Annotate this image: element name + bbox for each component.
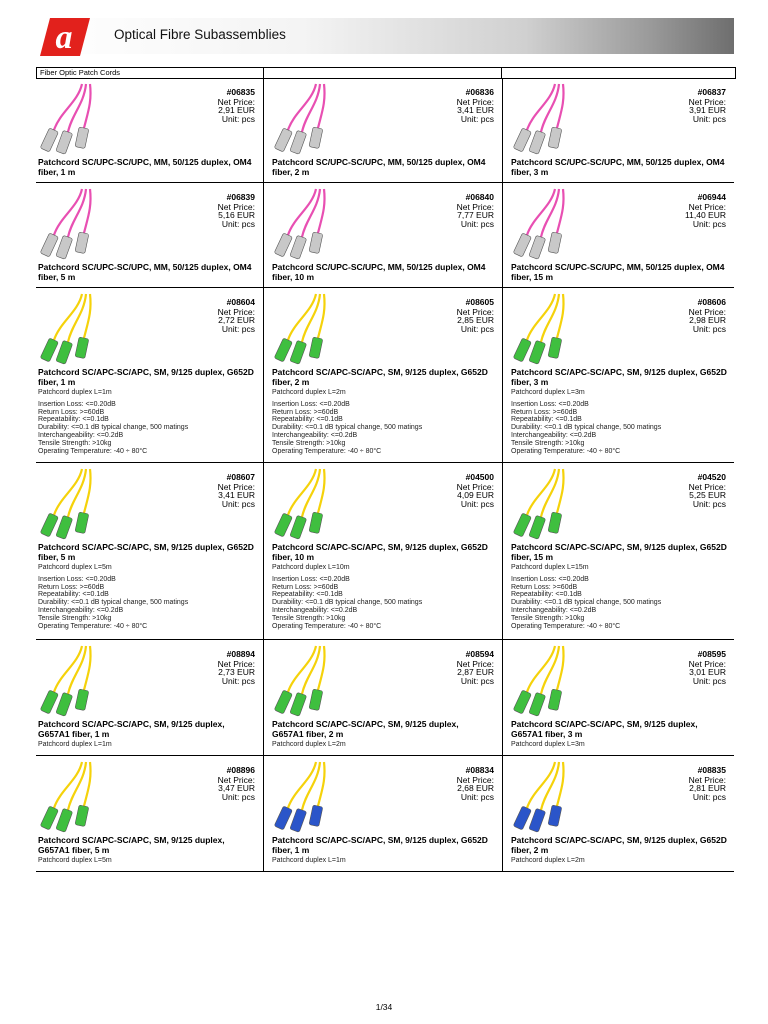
product-code: #06836 <box>465 87 494 97</box>
spec-line: Patchcord duplex L=3m <box>511 389 585 396</box>
spec-line: Insertion Loss: <=0.20dB <box>272 575 350 583</box>
mm-patchcord-icon <box>38 187 118 265</box>
product-description <box>38 741 112 749</box>
price-box <box>457 88 494 123</box>
product-code: #08594 <box>465 649 494 659</box>
product-card[interactable] <box>263 756 503 871</box>
product-card[interactable] <box>263 78 503 182</box>
spec-line: Patchcord duplex L=5m <box>38 857 112 864</box>
mm-patchcord-icon <box>272 82 352 160</box>
spec-line: Tensile Strength: >10kg <box>272 439 346 447</box>
product-description <box>511 857 585 865</box>
price-box <box>218 766 255 801</box>
product-card[interactable] <box>501 463 734 639</box>
unit-label: Unit: pcs <box>221 791 255 802</box>
net-price-label: Net Price: <box>456 774 494 785</box>
price-box <box>457 193 494 228</box>
unit-label: Unit: pcs <box>460 113 494 124</box>
product-row <box>36 463 734 640</box>
product-card[interactable] <box>263 463 503 639</box>
product-code: #08595 <box>697 649 726 659</box>
net-price-label: Net Price: <box>217 96 255 107</box>
product-description <box>272 389 422 455</box>
unit-label: Unit: pcs <box>692 675 726 686</box>
product-description <box>272 857 346 865</box>
spec-line: Durability: <=0.1 dB typical change, 500 matings <box>38 424 189 432</box>
company-logo <box>40 18 90 56</box>
product-code: #06835 <box>226 87 255 97</box>
net-price-label: Net Price: <box>688 306 726 317</box>
spec-line: Interchangeability: <=0.2dB <box>272 431 358 439</box>
product-card[interactable] <box>36 78 263 182</box>
unit-label: Unit: pcs <box>692 218 726 229</box>
spec-line: Insertion Loss: <=0.20dB <box>511 400 589 408</box>
product-name: Patchcord SC/UPC-SC/UPC, MM, 50/125 duplex, OM4 fiber, 10 m <box>272 262 486 282</box>
spec-line: Patchcord duplex L=1m <box>38 389 112 396</box>
spec-line: Tensile Strength: >10kg <box>272 614 346 622</box>
product-code: #08835 <box>697 765 726 775</box>
patchcord-image <box>272 467 352 545</box>
patchcord-image <box>511 187 591 265</box>
price-value: 4,09 EUR <box>457 490 494 501</box>
price-value: 3,47 EUR <box>218 783 255 794</box>
product-row <box>36 288 734 463</box>
product-row <box>36 78 734 183</box>
unit-label: Unit: pcs <box>692 323 726 334</box>
unit-label: Unit: pcs <box>692 113 726 124</box>
patchcord-image <box>511 292 591 370</box>
product-card[interactable] <box>36 640 263 755</box>
spec-line: Operating Temperature: -40 ÷ 80°C <box>272 622 382 630</box>
product-code: #08605 <box>465 297 494 307</box>
price-box <box>218 298 255 333</box>
product-description <box>511 564 661 630</box>
spec-line: Repeatability: <=0.1dB <box>511 416 582 424</box>
price-value: 2,91 EUR <box>218 105 255 116</box>
unit-label: Unit: pcs <box>221 498 255 509</box>
spec-line: Interchangeability: <=0.2dB <box>511 606 597 614</box>
product-code: #08834 <box>465 765 494 775</box>
price-value: 3,91 EUR <box>689 105 726 116</box>
price-value: 2,72 EUR <box>218 315 255 326</box>
net-price-label: Net Price: <box>456 481 494 492</box>
spec-line: Interchangeability: <=0.2dB <box>511 431 597 439</box>
product-card[interactable] <box>263 288 503 462</box>
spec-line: Patchcord duplex L=2m <box>511 857 585 864</box>
spec-line: Tensile Strength: >10kg <box>38 614 112 622</box>
product-name: Patchcord SC/APC-SC/APC, SM, 9/125 duplex, G652D fiber, 5 m <box>38 542 254 562</box>
patchcord-image <box>272 187 352 265</box>
price-box <box>685 193 726 228</box>
sm-apc-patchcord-icon <box>511 292 591 370</box>
unit-label: Unit: pcs <box>221 675 255 686</box>
unit-label: Unit: pcs <box>460 791 494 802</box>
price-value: 2,98 EUR <box>689 315 726 326</box>
net-price-label: Net Price: <box>456 306 494 317</box>
product-card[interactable] <box>501 640 734 755</box>
product-description <box>511 741 585 749</box>
product-description <box>272 564 422 630</box>
mm-patchcord-icon <box>272 187 352 265</box>
net-price-label: Net Price: <box>217 481 255 492</box>
logo-letter: a <box>55 19 73 56</box>
product-card[interactable] <box>263 640 503 755</box>
net-price-label: Net Price: <box>688 774 726 785</box>
sm-upc-patchcord-icon <box>272 760 352 838</box>
spec-line: Interchangeability: <=0.2dB <box>38 431 124 439</box>
net-price-label: Net Price: <box>456 201 494 212</box>
product-description <box>38 564 188 630</box>
patchcord-image <box>511 467 591 545</box>
patchcord-image <box>38 644 118 722</box>
spec-line: Patchcord duplex L=1m <box>38 741 112 748</box>
tab-empty-2[interactable] <box>264 68 502 78</box>
product-description <box>272 741 346 749</box>
product-card[interactable] <box>501 183 734 287</box>
sm-upc-patchcord-icon <box>511 760 591 838</box>
product-card[interactable] <box>263 183 503 287</box>
product-grid <box>36 78 734 872</box>
spec-line: Interchangeability: <=0.2dB <box>272 606 358 614</box>
product-code: #08894 <box>226 649 255 659</box>
price-value: 3,41 EUR <box>218 490 255 501</box>
unit-label: Unit: pcs <box>460 675 494 686</box>
price-box <box>689 650 726 685</box>
sm-apc-patchcord-icon <box>511 644 591 722</box>
price-value: 5,16 EUR <box>218 210 255 221</box>
spec-line: Repeatability: <=0.1dB <box>38 591 109 599</box>
product-name: Patchcord SC/APC-SC/APC, SM, 9/125 duplex, G652D fiber, 10 m <box>272 542 488 562</box>
patchcord-image <box>38 187 118 265</box>
spec-line: Tensile Strength: >10kg <box>38 439 112 447</box>
net-price-label: Net Price: <box>217 774 255 785</box>
spec-line: Patchcord duplex L=5m <box>38 564 112 571</box>
spec-line: Return Loss: >=60dB <box>511 408 578 416</box>
spec-line: Repeatability: <=0.1dB <box>272 591 343 599</box>
product-name: Patchcord SC/APC-SC/APC, SM, 9/125 duplex, G652D fiber, 3 m <box>511 367 727 387</box>
spec-line: Durability: <=0.1 dB typical change, 500 matings <box>272 599 423 607</box>
product-card[interactable] <box>36 463 263 639</box>
unit-label: Unit: pcs <box>221 113 255 124</box>
product-card[interactable] <box>36 183 263 287</box>
price-value: 2,85 EUR <box>457 315 494 326</box>
spec-line: Patchcord duplex L=10m <box>272 564 350 571</box>
product-name: Patchcord SC/UPC-SC/UPC, MM, 50/125 duplex, OM4 fiber, 2 m <box>272 157 486 177</box>
unit-label: Unit: pcs <box>460 218 494 229</box>
unit-label: Unit: pcs <box>221 218 255 229</box>
spec-line: Return Loss: >=60dB <box>272 408 339 416</box>
unit-label: Unit: pcs <box>460 323 494 334</box>
spec-line: Insertion Loss: <=0.20dB <box>38 400 116 408</box>
product-name: Patchcord SC/APC-SC/APC, SM, 9/125 duplex, G652D fiber, 15 m <box>511 542 727 562</box>
net-price-label: Net Price: <box>456 658 494 669</box>
product-row <box>36 756 734 872</box>
product-code: #08606 <box>697 297 726 307</box>
product-row <box>36 183 734 288</box>
patchcord-image <box>272 82 352 160</box>
product-code: #08607 <box>226 472 255 482</box>
spec-line: Durability: <=0.1 dB typical change, 500 matings <box>511 599 662 607</box>
spec-line: Insertion Loss: <=0.20dB <box>38 575 116 583</box>
mm-patchcord-icon <box>511 82 591 160</box>
mm-patchcord-icon <box>38 82 118 160</box>
product-name: Patchcord SC/APC-SC/APC, SM, 9/125 duplex, G652D fiber, 1 m <box>272 835 488 855</box>
spec-line: Insertion Loss: <=0.20dB <box>511 575 589 583</box>
spec-line: Durability: <=0.1 dB typical change, 500 matings <box>511 424 662 432</box>
price-box <box>218 650 255 685</box>
product-card[interactable] <box>501 78 734 182</box>
price-box <box>689 298 726 333</box>
product-name: Patchcord SC/APC-SC/APC, SM, 9/125 duplex, G657A1 fiber, 2 m <box>272 719 459 739</box>
sm-apc-patchcord-icon <box>38 467 118 545</box>
product-card[interactable] <box>501 288 734 462</box>
spec-line: Repeatability: <=0.1dB <box>272 416 343 424</box>
product-row <box>36 640 734 756</box>
price-value: 2,73 EUR <box>218 667 255 678</box>
mm-patchcord-icon <box>511 187 591 265</box>
tab-empty-3[interactable] <box>502 68 735 78</box>
spec-line: Tensile Strength: >10kg <box>511 614 585 622</box>
price-value: 3,41 EUR <box>457 105 494 116</box>
patchcord-image <box>38 292 118 370</box>
patchcord-image <box>38 760 118 838</box>
product-card[interactable] <box>36 288 263 462</box>
product-name: Patchcord SC/APC-SC/APC, SM, 9/125 duplex, G652D fiber, 1 m <box>38 367 254 387</box>
spec-line: Durability: <=0.1 dB typical change, 500 matings <box>38 599 189 607</box>
unit-label: Unit: pcs <box>221 323 255 334</box>
price-value: 11,40 EUR <box>685 210 726 221</box>
sm-apc-patchcord-icon <box>272 467 352 545</box>
price-value: 5,25 EUR <box>689 490 726 501</box>
spec-line: Return Loss: >=60dB <box>38 583 105 591</box>
spec-line: Operating Temperature: -40 ÷ 80°C <box>272 447 382 455</box>
spec-line: Patchcord duplex L=3m <box>511 741 585 748</box>
product-name: Patchcord SC/UPC-SC/UPC, MM, 50/125 duplex, OM4 fiber, 5 m <box>38 262 252 282</box>
product-code: #08604 <box>226 297 255 307</box>
spec-line: Tensile Strength: >10kg <box>511 439 585 447</box>
spec-line: Patchcord duplex L=2m <box>272 741 346 748</box>
price-value: 3,01 EUR <box>689 667 726 678</box>
patchcord-image <box>272 760 352 838</box>
net-price-label: Net Price: <box>688 481 726 492</box>
price-box <box>689 766 726 801</box>
spec-line: Operating Temperature: -40 ÷ 80°C <box>38 622 148 630</box>
product-description <box>38 389 188 455</box>
page-title: Optical Fibre Subassemblies <box>114 27 286 42</box>
price-box <box>689 473 726 508</box>
price-box <box>218 473 255 508</box>
spec-line: Return Loss: >=60dB <box>511 583 578 591</box>
patchcord-image <box>38 82 118 160</box>
product-code: #04500 <box>465 472 494 482</box>
patchcord-image <box>38 467 118 545</box>
price-box <box>689 88 726 123</box>
sm-apc-patchcord-icon <box>511 467 591 545</box>
net-price-label: Net Price: <box>688 201 726 212</box>
sm-apc-patchcord-icon <box>38 760 118 838</box>
spec-line: Insertion Loss: <=0.20dB <box>272 400 350 408</box>
spec-line: Repeatability: <=0.1dB <box>38 416 109 424</box>
price-value: 2,87 EUR <box>457 667 494 678</box>
price-value: 7,77 EUR <box>457 210 494 221</box>
unit-label: Unit: pcs <box>460 498 494 509</box>
product-name: Patchcord SC/APC-SC/APC, SM, 9/125 duplex, G657A1 fiber, 5 m <box>38 835 225 855</box>
net-price-label: Net Price: <box>217 658 255 669</box>
sm-apc-patchcord-icon <box>38 644 118 722</box>
net-price-label: Net Price: <box>456 96 494 107</box>
product-code: #06839 <box>226 192 255 202</box>
product-name: Patchcord SC/APC-SC/APC, SM, 9/125 duplex, G652D fiber, 2 m <box>511 835 727 855</box>
product-name: Patchcord SC/APC-SC/APC, SM, 9/125 duplex, G652D fiber, 2 m <box>272 367 488 387</box>
product-code: #06837 <box>697 87 726 97</box>
patchcord-image <box>511 644 591 722</box>
product-name: Patchcord SC/APC-SC/APC, SM, 9/125 duplex, G657A1 fiber, 1 m <box>38 719 225 739</box>
spec-line: Repeatability: <=0.1dB <box>511 591 582 599</box>
spec-line: Operating Temperature: -40 ÷ 80°C <box>511 622 621 630</box>
price-box <box>218 193 255 228</box>
patchcord-image <box>511 82 591 160</box>
spec-line: Patchcord duplex L=1m <box>272 857 346 864</box>
net-price-label: Net Price: <box>217 306 255 317</box>
sm-apc-patchcord-icon <box>272 292 352 370</box>
unit-label: Unit: pcs <box>692 791 726 802</box>
product-name: Patchcord SC/UPC-SC/UPC, MM, 50/125 duplex, OM4 fiber, 1 m <box>38 157 252 177</box>
product-name: Patchcord SC/APC-SC/APC, SM, 9/125 duplex, G657A1 fiber, 3 m <box>511 719 698 739</box>
sm-apc-patchcord-icon <box>38 292 118 370</box>
spec-line: Operating Temperature: -40 ÷ 80°C <box>511 447 621 455</box>
spec-line: Operating Temperature: -40 ÷ 80°C <box>38 447 148 455</box>
patchcord-image <box>511 760 591 838</box>
net-price-label: Net Price: <box>688 658 726 669</box>
sm-apc-patchcord-icon <box>272 644 352 722</box>
spec-line: Patchcord duplex L=15m <box>511 564 589 571</box>
product-name: Patchcord SC/UPC-SC/UPC, MM, 50/125 duplex, OM4 fiber, 3 m <box>511 157 725 177</box>
spec-line: Durability: <=0.1 dB typical change, 500 matings <box>272 424 423 432</box>
net-price-label: Net Price: <box>217 201 255 212</box>
product-name: Patchcord SC/UPC-SC/UPC, MM, 50/125 duplex, OM4 fiber, 15 m <box>511 262 725 282</box>
spec-line: Patchcord duplex L=2m <box>272 389 346 396</box>
spec-line: Interchangeability: <=0.2dB <box>38 606 124 614</box>
product-card[interactable] <box>36 756 263 871</box>
tab-fiber-optic-patch-cords[interactable]: Fiber Optic Patch Cords <box>37 68 264 78</box>
product-description <box>511 389 661 455</box>
product-card[interactable] <box>501 756 734 871</box>
page-number: 1/34 <box>375 1002 393 1012</box>
price-box <box>457 298 494 333</box>
price-value: 2,68 EUR <box>457 783 494 794</box>
product-code: #06944 <box>697 192 726 202</box>
patchcord-image <box>272 644 352 722</box>
price-box <box>457 473 494 508</box>
price-value: 2,81 EUR <box>689 783 726 794</box>
product-code: #06840 <box>465 192 494 202</box>
spec-line: Return Loss: >=60dB <box>272 583 339 591</box>
product-code: #04520 <box>697 472 726 482</box>
price-box <box>457 650 494 685</box>
unit-label: Unit: pcs <box>692 498 726 509</box>
product-code: #08896 <box>226 765 255 775</box>
patchcord-image <box>272 292 352 370</box>
product-description <box>38 857 112 865</box>
price-box <box>218 88 255 123</box>
spec-line: Return Loss: >=60dB <box>38 408 105 416</box>
net-price-label: Net Price: <box>688 96 726 107</box>
price-box <box>457 766 494 801</box>
